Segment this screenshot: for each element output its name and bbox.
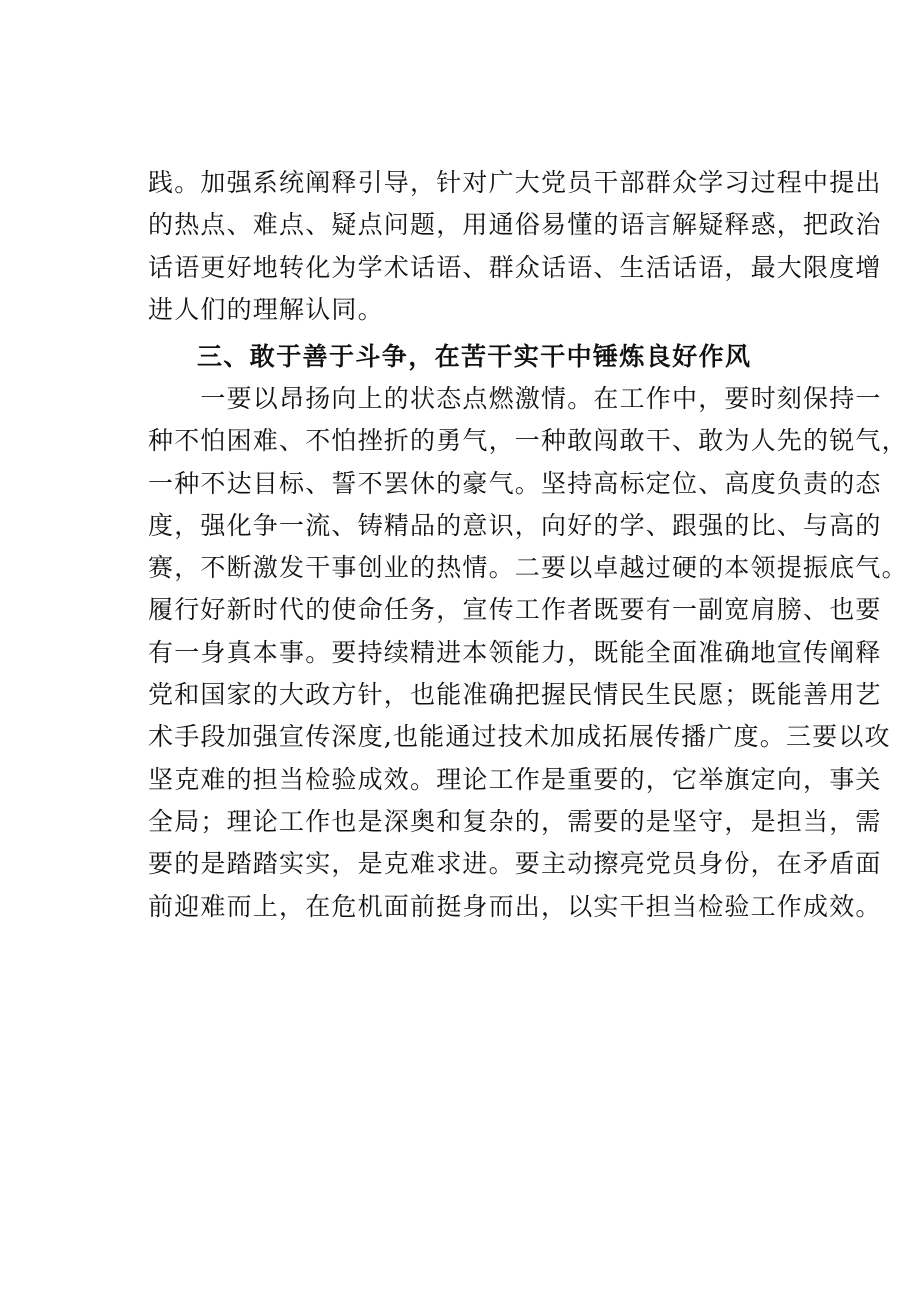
paragraph-line: 践。加强系统阐释引导，针对广大党员干部群众学习过程中提出 [148,168,882,197]
paragraph-line: 党和国家的大政方针，也能准确把握民情民生民愿；既能善用艺 [148,680,882,710]
paragraph-line: 话语更好地转化为学术话语、群众话语、生活话语，最大限度增 [148,252,882,282]
paragraph-line: 术手段加强宣传深度,也能通过技术加成拓展传播广度。三要以攻 [148,722,891,752]
paragraph-line: 的热点、难点、疑点问题，用通俗易懂的语言解疑释惑，把政治 [148,210,882,240]
paragraph-line: 一种不达目标、誓不罢休的豪气。坚持高标定位、高度负责的态 [148,468,882,498]
paragraph-line: 度，强化争一流、铸精品的意识，向好的学、跟强的比、与高的 [148,510,882,540]
paragraph-line: 种不怕困难、不怕挫折的勇气，一种敢闯敢干、敢为人先的锐气， [148,426,908,456]
paragraph-continued [148,162,882,331]
section-heading: 三、敢于善于斗争，在苦干实干中锤炼良好作风 [197,342,752,371]
paragraph-line: 赛，不断激发干事创业的热情。二要以卓越过硬的本领提振底气。 [148,553,908,583]
paragraph-line: 前迎难而上，在危机面前挺身而出，以实干担当检验工作成效。 [148,891,882,921]
paragraph-line: 履行好新时代的使命任务，宣传工作者既要有一副宽肩膀、也要 [148,595,882,625]
paragraph-main [148,378,908,928]
paragraph-line: 一要以昂扬向上的状态点燃激情。在工作中，要时刻保持一 [148,384,882,413]
paragraph-line: 坚克难的担当检验成效。理论工作是重要的，它举旗定向，事关 [148,764,882,794]
paragraph-line: 要的是踏踏实实，是克难求进。要主动擦亮党员身份，在矛盾面 [148,849,882,879]
paragraph-line: 有一身真本事。要持续精进本领能力，既能全面准确地宣传阐释 [148,637,882,667]
paragraph-line: 全局；理论工作也是深奥和复杂的，需要的是坚守，是担当，需 [148,806,882,836]
paragraph-line: 进人们的理解认同。 [148,294,384,324]
